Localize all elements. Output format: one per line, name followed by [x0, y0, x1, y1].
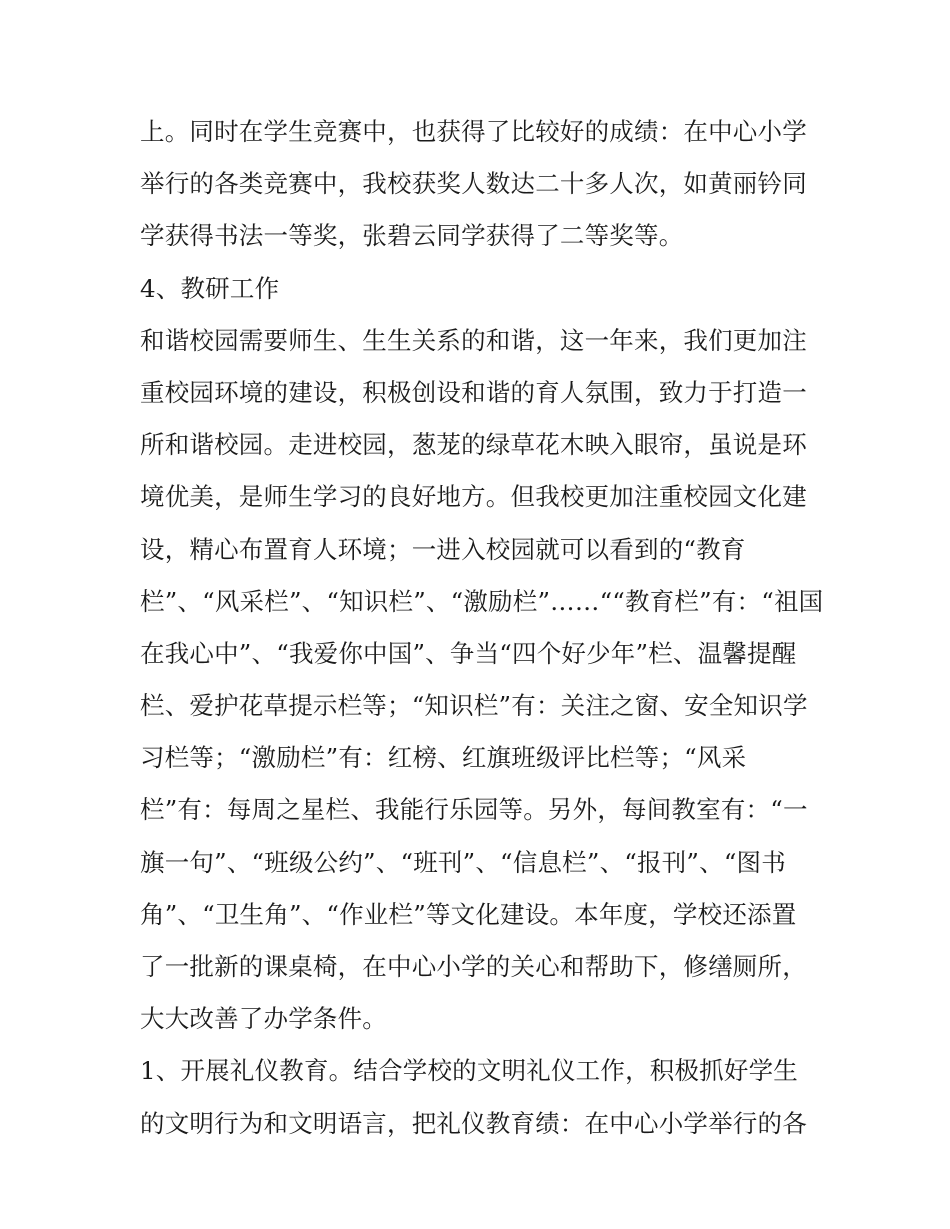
text-line: 重校园环境的建设，积极创设和谐的育人氛围，致力于打造一 [140, 377, 807, 407]
text-line: 在我心中”、“我爱你中国”、争当“四个好少年”栏、温馨提醒 [140, 638, 797, 668]
text-line: 旗一句”、“班级公约”、“班刊”、“信息栏”、“报刊”、“图书 [140, 847, 786, 877]
text-line: 栏、爱护花草提示栏等；“知识栏”有：关注之窗、安全知识学 [140, 691, 808, 721]
text-line: 和谐校园需要师生、生生关系的和谐，这一年来，我们更加注 [140, 325, 807, 355]
text-line: 设，精心布置育人环境；一进入校园就可以看到的“教育 [140, 534, 746, 564]
text-line: 习栏等；“激励栏”有：红榜、红旗班级评比栏等；“风采 [140, 743, 747, 773]
text-line: 学获得书法一等奖，张碧云同学获得了二等奖等。 [140, 221, 684, 251]
text-line: 栏”、“风采栏”、“知识栏”、“激励栏”……““教育栏”有：“祖国 [140, 586, 824, 616]
text-line: 了一批新的课桌椅，在中心小学的关心和帮助下，修缮厕所， [140, 952, 807, 981]
text-line: 所和谐校园。走进校园，葱茏的绿草花木映入眼帘，虽说是环 [140, 430, 807, 460]
text-line: 上。同时在学生竞赛中，也获得了比较好的成绩：在中心小学 [140, 117, 807, 146]
text-line: 举行的各类竞赛中，我校获奖人数达二十多人次，如黄丽钤同 [140, 169, 807, 199]
text-line: 栏”有：每周之星栏、我能行乐园等。另外，每间教室有：“一 [140, 795, 808, 825]
text-line: 1、开展礼仪教育。结合学校的文明礼仪工作，积极抓好学生 [140, 1056, 798, 1086]
text-line: 角”、“卫生角”、“作业栏”等文化建设。本年度，学校还添置 [140, 899, 797, 929]
text-line: 大大改善了办学条件。 [140, 1004, 387, 1034]
section-heading: 4、教研工作 [140, 273, 280, 303]
text-line: 境优美，是师生学习的良好地方。但我校更加注重校园文化建 [140, 482, 807, 512]
text-line: 的文明行为和文明语言，把礼仪教育绩：在中心小学举行的各 [140, 1108, 807, 1138]
document-body [140, 106, 830, 1150]
